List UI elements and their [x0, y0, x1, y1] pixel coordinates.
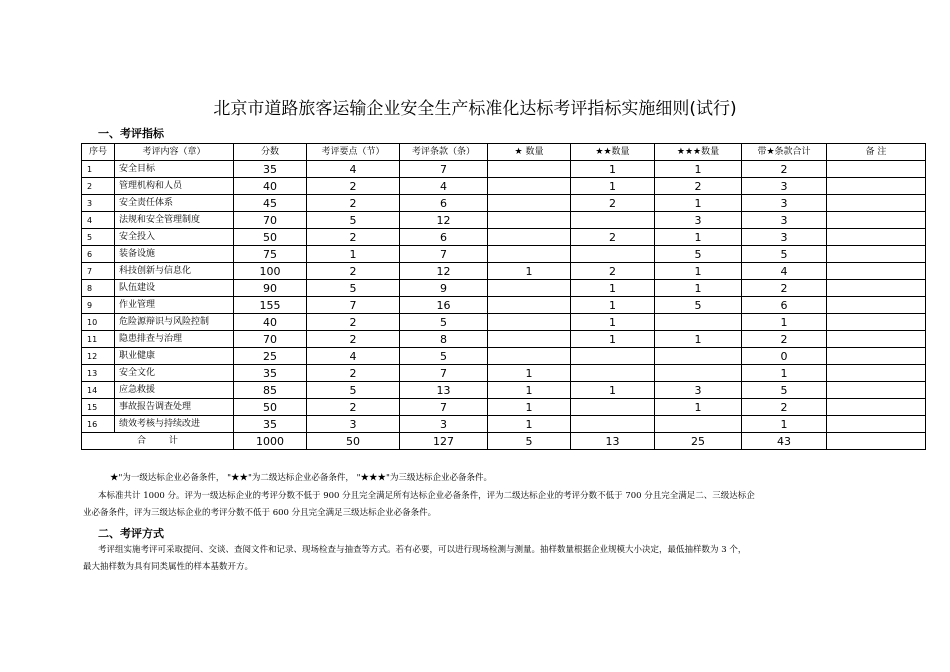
- row-points: 4: [307, 161, 400, 178]
- total-score: 1000: [234, 433, 307, 450]
- table-row: [82, 297, 926, 314]
- row-three-star: 5: [655, 246, 742, 263]
- row-star-total: 6: [742, 297, 827, 314]
- row-one-star: [488, 331, 571, 348]
- row-clauses: 7: [400, 399, 488, 416]
- row-one-star: [488, 314, 571, 331]
- row-three-star: 2: [655, 178, 742, 195]
- row-two-star: 1: [571, 314, 655, 331]
- table-row: [82, 212, 926, 229]
- total-one-star: 5: [488, 433, 571, 450]
- row-content: 职业健康: [115, 348, 234, 365]
- row-seq: 9: [82, 297, 115, 314]
- row-one-star: [488, 246, 571, 263]
- row-star-total: 3: [742, 212, 827, 229]
- table-row: [82, 246, 926, 263]
- row-star-total: 2: [742, 331, 827, 348]
- row-star-total: 1: [742, 314, 827, 331]
- row-star-total: 1: [742, 416, 827, 433]
- row-three-star: [655, 365, 742, 382]
- row-seq: 7: [82, 263, 115, 280]
- row-points: 5: [307, 382, 400, 399]
- row-seq: 1: [82, 161, 115, 178]
- section-heading-indicators: 一、考评指标: [98, 127, 164, 140]
- row-content: 安全文化: [115, 365, 234, 382]
- row-one-star: [488, 297, 571, 314]
- row-remarks: [827, 195, 926, 212]
- header-star-total: 带★条款合计: [742, 144, 827, 161]
- row-content: 作业管理: [115, 297, 234, 314]
- row-points: 2: [307, 331, 400, 348]
- table-row: [82, 348, 926, 365]
- header-three-star: ★★★数量: [655, 144, 742, 161]
- row-two-star: [571, 246, 655, 263]
- row-seq: 6: [82, 246, 115, 263]
- total-label: 合 计: [82, 433, 234, 450]
- row-star-total: 5: [742, 382, 827, 399]
- row-three-star: 1: [655, 399, 742, 416]
- row-remarks: [827, 263, 926, 280]
- row-points: 3: [307, 416, 400, 433]
- row-points: 1: [307, 246, 400, 263]
- table-row: [82, 331, 926, 348]
- row-score: 155: [234, 297, 307, 314]
- row-score: 40: [234, 178, 307, 195]
- row-three-star: 1: [655, 331, 742, 348]
- row-score: 75: [234, 246, 307, 263]
- row-content: 应急救援: [115, 382, 234, 399]
- row-seq: 4: [82, 212, 115, 229]
- row-one-star: 1: [488, 365, 571, 382]
- row-star-total: 3: [742, 195, 827, 212]
- method-paragraph-line2: 最大抽样数为具有同类属性的样本基数开方。: [83, 562, 254, 572]
- table-row: [82, 195, 926, 212]
- row-score: 45: [234, 195, 307, 212]
- row-clauses: 7: [400, 161, 488, 178]
- row-remarks: [827, 297, 926, 314]
- row-three-star: [655, 348, 742, 365]
- row-clauses: 16: [400, 297, 488, 314]
- row-one-star: [488, 212, 571, 229]
- row-seq: 15: [82, 399, 115, 416]
- row-points: 2: [307, 195, 400, 212]
- table-row: [82, 229, 926, 246]
- row-one-star: [488, 348, 571, 365]
- row-points: 2: [307, 399, 400, 416]
- row-content: 队伍建设: [115, 280, 234, 297]
- row-seq: 14: [82, 382, 115, 399]
- row-two-star: [571, 416, 655, 433]
- row-points: 2: [307, 178, 400, 195]
- row-seq: 2: [82, 178, 115, 195]
- row-score: 40: [234, 314, 307, 331]
- row-points: 5: [307, 212, 400, 229]
- row-star-total: 3: [742, 229, 827, 246]
- row-two-star: [571, 212, 655, 229]
- row-seq: 5: [82, 229, 115, 246]
- row-remarks: [827, 399, 926, 416]
- row-two-star: [571, 399, 655, 416]
- row-remarks: [827, 161, 926, 178]
- row-seq: 16: [82, 416, 115, 433]
- row-two-star: [571, 365, 655, 382]
- row-clauses: 6: [400, 195, 488, 212]
- row-remarks: [827, 246, 926, 263]
- table-row: [82, 399, 926, 416]
- row-star-total: 1: [742, 365, 827, 382]
- header-content: 考评内容（章）: [115, 144, 234, 161]
- row-clauses: 5: [400, 314, 488, 331]
- row-content: 科技创新与信息化: [115, 263, 234, 280]
- row-score: 100: [234, 263, 307, 280]
- row-remarks: [827, 331, 926, 348]
- row-points: 2: [307, 365, 400, 382]
- row-score: 70: [234, 212, 307, 229]
- row-remarks: [827, 178, 926, 195]
- row-three-star: [655, 314, 742, 331]
- row-one-star: [488, 195, 571, 212]
- row-remarks: [827, 416, 926, 433]
- row-score: 25: [234, 348, 307, 365]
- row-clauses: 9: [400, 280, 488, 297]
- table-row: [82, 314, 926, 331]
- header-seq: 序号: [82, 144, 115, 161]
- row-three-star: 5: [655, 297, 742, 314]
- table-row: [82, 365, 926, 382]
- total-two-star: 13: [571, 433, 655, 450]
- evaluation-index-table: [81, 143, 926, 450]
- row-points: 5: [307, 280, 400, 297]
- total-remarks: [827, 433, 926, 450]
- row-clauses: 5: [400, 348, 488, 365]
- row-seq: 10: [82, 314, 115, 331]
- row-score: 90: [234, 280, 307, 297]
- row-content: 管理机构和人员: [115, 178, 234, 195]
- row-star-total: 2: [742, 161, 827, 178]
- row-one-star: 1: [488, 399, 571, 416]
- row-seq: 11: [82, 331, 115, 348]
- header-points: 考评要点（节）: [307, 144, 400, 161]
- header-score: 分数: [234, 144, 307, 161]
- row-score: 70: [234, 331, 307, 348]
- row-one-star: 1: [488, 263, 571, 280]
- row-two-star: 1: [571, 280, 655, 297]
- row-points: 2: [307, 229, 400, 246]
- row-two-star: [571, 348, 655, 365]
- row-content: 安全责任体系: [115, 195, 234, 212]
- star-legend: ★"为一级达标企业必备条件， "★★"为二级达标企业必备条件， "★★★"为三级达标企业必备条件。: [110, 473, 492, 483]
- row-clauses: 13: [400, 382, 488, 399]
- row-remarks: [827, 365, 926, 382]
- row-one-star: [488, 280, 571, 297]
- row-points: 2: [307, 314, 400, 331]
- row-two-star: 1: [571, 382, 655, 399]
- row-score: 35: [234, 416, 307, 433]
- row-score: 50: [234, 399, 307, 416]
- row-clauses: 8: [400, 331, 488, 348]
- row-three-star: 1: [655, 161, 742, 178]
- row-seq: 8: [82, 280, 115, 297]
- row-one-star: 1: [488, 382, 571, 399]
- row-three-star: 1: [655, 280, 742, 297]
- row-content: 安全投入: [115, 229, 234, 246]
- row-one-star: 1: [488, 416, 571, 433]
- row-three-star: 1: [655, 195, 742, 212]
- row-seq: 13: [82, 365, 115, 382]
- row-two-star: 2: [571, 263, 655, 280]
- row-seq: 12: [82, 348, 115, 365]
- header-clauses: 考评条款（条）: [400, 144, 488, 161]
- row-content: 安全目标: [115, 161, 234, 178]
- row-content: 装备设施: [115, 246, 234, 263]
- row-points: 4: [307, 348, 400, 365]
- table-row: [82, 263, 926, 280]
- row-clauses: 7: [400, 246, 488, 263]
- row-clauses: 7: [400, 365, 488, 382]
- row-three-star: 1: [655, 229, 742, 246]
- table-row: [82, 416, 926, 433]
- row-three-star: 1: [655, 263, 742, 280]
- header-remarks: 备 注: [827, 144, 926, 161]
- row-three-star: 3: [655, 382, 742, 399]
- standard-paragraph-line2: 业必备条件，评为三级达标企业的考评分数不低于 600 分且完全满足三级达标企业必备条件。: [83, 508, 437, 518]
- total-points: 50: [307, 433, 400, 450]
- row-clauses: 4: [400, 178, 488, 195]
- row-points: 7: [307, 297, 400, 314]
- row-two-star: 1: [571, 331, 655, 348]
- standard-paragraph-line1: 本标准共计 1000 分。评为一级达标企业的考评分数不低于 900 分且完全满足所有达标企业必备条件，评为二级达标企业的考评分数不低于 700 分且完全满足二、三级达标企: [98, 491, 755, 501]
- row-score: 35: [234, 161, 307, 178]
- row-two-star: 2: [571, 195, 655, 212]
- header-one-star: ★ 数量: [488, 144, 571, 161]
- row-clauses: 12: [400, 212, 488, 229]
- row-content: 危险源辩识与风险控制: [115, 314, 234, 331]
- table-row: [82, 178, 926, 195]
- total-star-total: 43: [742, 433, 827, 450]
- table-total-row: [82, 433, 926, 450]
- row-content: 绩效考核与持续改进: [115, 416, 234, 433]
- table-row: [82, 382, 926, 399]
- row-two-star: 2: [571, 229, 655, 246]
- row-remarks: [827, 229, 926, 246]
- table-header-row: [82, 144, 926, 161]
- row-one-star: [488, 161, 571, 178]
- page-title: 北京市道路旅客运输企业安全生产标准化达标考评指标实施细则(试行): [213, 99, 737, 119]
- row-star-total: 3: [742, 178, 827, 195]
- row-two-star: 1: [571, 178, 655, 195]
- total-three-star: 25: [655, 433, 742, 450]
- table-row: [82, 280, 926, 297]
- section-heading-method: 二、考评方式: [98, 527, 164, 540]
- row-star-total: 2: [742, 399, 827, 416]
- table-row: [82, 161, 926, 178]
- row-score: 50: [234, 229, 307, 246]
- row-star-total: 2: [742, 280, 827, 297]
- row-score: 35: [234, 365, 307, 382]
- row-seq: 3: [82, 195, 115, 212]
- row-one-star: [488, 178, 571, 195]
- row-clauses: 3: [400, 416, 488, 433]
- row-two-star: 1: [571, 297, 655, 314]
- row-three-star: [655, 416, 742, 433]
- row-remarks: [827, 212, 926, 229]
- row-star-total: 4: [742, 263, 827, 280]
- header-two-star: ★★数量: [571, 144, 655, 161]
- row-star-total: 5: [742, 246, 827, 263]
- total-clauses: 127: [400, 433, 488, 450]
- row-clauses: 12: [400, 263, 488, 280]
- row-content: 隐患排查与治理: [115, 331, 234, 348]
- row-remarks: [827, 348, 926, 365]
- row-remarks: [827, 382, 926, 399]
- row-remarks: [827, 280, 926, 297]
- row-content: 事故报告调查处理: [115, 399, 234, 416]
- method-paragraph-line1: 考评组实施考评可采取提问、交谈、查阅文件和记录、现场检查与抽查等方式。若有必要，可以进行现场检测与测量。抽样数量根据企业规模大小决定，最低抽样数为 3 个，: [98, 545, 747, 555]
- row-remarks: [827, 314, 926, 331]
- row-three-star: 3: [655, 212, 742, 229]
- row-star-total: 0: [742, 348, 827, 365]
- row-content: 法规和安全管理制度: [115, 212, 234, 229]
- row-two-star: 1: [571, 161, 655, 178]
- row-one-star: [488, 229, 571, 246]
- row-clauses: 6: [400, 229, 488, 246]
- row-score: 85: [234, 382, 307, 399]
- row-points: 2: [307, 263, 400, 280]
